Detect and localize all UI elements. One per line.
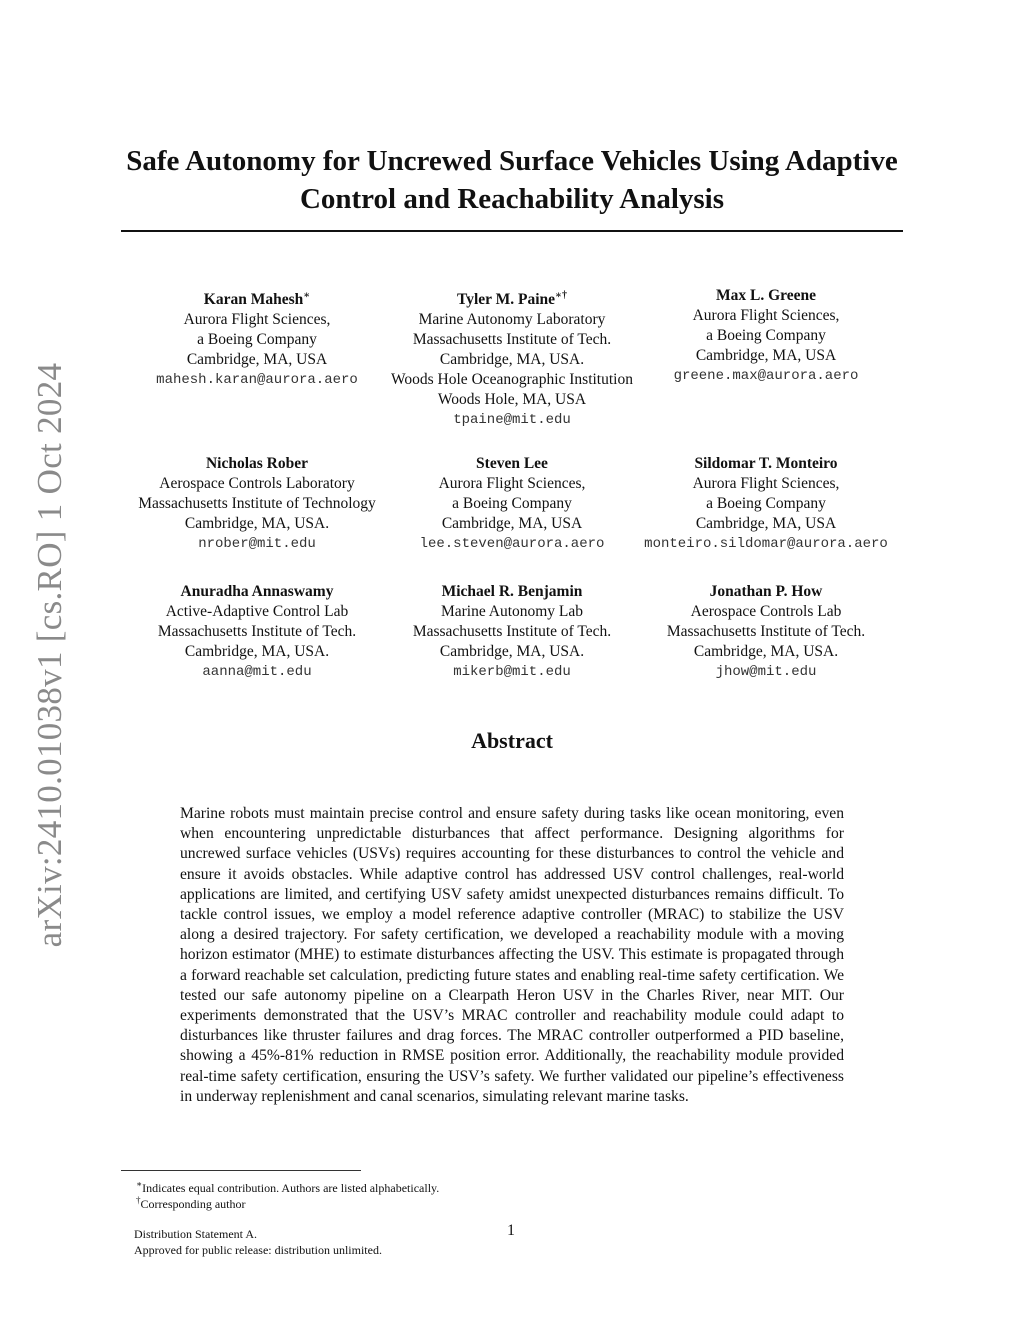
author-affiliation: a Boeing Company [706,495,826,512]
author-affiliation: Cambridge, MA, USA [441,515,583,532]
footnote-corresponding-author: †Corresponding author [136,1195,246,1211]
author-email[interactable]: jhow@mit.edu [715,664,817,680]
author-block [616,454,916,554]
author-email[interactable]: aanna@mit.edu [202,664,312,680]
author-name: Karan Mahesh∗ [203,290,311,309]
abstract-heading: Abstract [471,728,553,753]
author-name: Anuradha Annaswamy [180,583,334,600]
arxiv-sidebar [20,362,80,948]
title-line-2: Control and Reachability Analysis [299,183,725,215]
author-affiliation: Woods Hole, MA, USA [437,391,587,409]
footnote-rule [121,1170,361,1171]
author-name: Max L. Greene [715,287,816,304]
author-email[interactable]: monteiro.sildomar@aurora.aero [644,536,888,552]
author-email[interactable]: mikerb@mit.edu [453,664,571,680]
author-affiliation: Cambridge, MA, USA [186,351,328,369]
author-email[interactable]: lee.steven@aurora.aero [419,536,605,552]
author-affiliation: Cambridge, MA, USA. [184,643,330,660]
author-affiliation: a Boeing Company [706,327,826,344]
author-email[interactable]: tpaine@mit.edu [453,412,571,429]
author-email[interactable]: nrober@mit.edu [198,536,316,552]
author-affiliation: Massachusetts Institute of Tech. [157,623,357,640]
author-affiliation: Active-Adaptive Control Lab [165,603,349,620]
author-affiliation: Massachusetts Institute of Tech. [412,623,612,640]
abstract-text: Marine robots must maintain precise control and ensure safety during tasks like ocean monitoring, even when encountering unpredictable disturbances that affect performance. Designing algorithms for uncrewed surface vehicles (USVs) requires accounting for these disturbances to control the vehicle and ensure it avoids obstacles. While adaptive control has addressed USV control challenges, real-world applications are limited, and certifying USV safety amidst unexpected disturbances remains difficult. To tackle control issues, we employ a model reference adaptive controller (MRAC) to stabilize the USV along a desired trajectory. For safety certification, we developed a reachability module with a moving horizon estimator (MHE) to estimate disturbances affecting the USV. This estimate is propagated through a forward reachable set calculation, predicting future states and enabling real-time safety certification. We tested our safe autonomy pipeline on a Clearpath Heron USV in the Charles River, near MIT. Our experiments demonstrated that the USV’s MRAC controller and reachability module could adapt to disturbances like thruster failures and drag forces. The MRAC controller outperformed a PID baseline, showing a 45%-81% reduction in RMSE position error. Additionally, the reachability module provided real-time safety certification, ensuring the USV’s safety. We further validated our pipeline’s effectiveness in underway replenishment and canal scenarios, simulating relevant marine tasks. [180,805,844,1105]
author-affiliation: Cambridge, MA, USA. [184,515,330,532]
author-affiliation: Woods Hole Oceanographic Institution [391,371,633,389]
author-affiliation: Cambridge, MA, USA. [439,351,585,369]
author-block [616,286,916,386]
arxiv-identifier: arXiv:2410.01038v1 [cs.RO] 1 Oct 2024 [30,362,69,948]
distribution-statement [134,1226,382,1258]
author-affiliation: Cambridge, MA, USA [695,515,837,532]
title-line-1: Safe Autonomy for Uncrewed Surface Vehicles Using Adaptive [126,145,898,177]
author-name: Sildomar T. Monteiro [694,455,838,472]
author-name: Steven Lee [476,455,548,472]
author-affiliation: Marine Autonomy Lab [440,603,584,620]
author-affiliation: Massachusetts Institute of Tech. [412,331,612,349]
author-affiliation: Cambridge, MA, USA. [693,643,839,660]
author-affiliation: a Boeing Company [197,331,317,349]
author-affiliation: Aerospace Controls Lab [690,603,842,620]
author-affiliation: Cambridge, MA, USA [695,347,837,364]
author-block [616,582,916,682]
author-affiliation: Marine Autonomy Laboratory [418,311,606,329]
author-affiliation: Cambridge, MA, USA. [439,643,585,660]
author-email[interactable]: greene.max@aurora.aero [673,368,859,384]
author-affiliation: Aurora Flight Sciences, [438,475,586,492]
author-affiliation: Aurora Flight Sciences, [692,307,840,324]
author-affiliation: Aurora Flight Sciences, [692,475,840,492]
distribution-line-1: Distribution Statement A. [134,1227,257,1241]
author-affiliation: Massachusetts Institute of Technology [138,495,376,512]
author-affiliation: Aurora Flight Sciences, [183,311,331,329]
author-affiliation: Aerospace Controls Laboratory [159,475,355,492]
title-rule [121,230,903,232]
author-affiliation: Massachusetts Institute of Tech. [666,623,866,640]
distribution-line-2: Approved for public release: distribution unlimited. [134,1243,382,1257]
page-number: 1 [507,1222,515,1239]
author-name: Nicholas Rober [205,455,309,472]
footnote-equal-contribution: ∗Indicates equal contribution. Authors are listed alphabetically. [136,1179,440,1195]
author-name: Tyler M. Paine∗† [457,290,567,309]
author-email[interactable]: mahesh.karan@aurora.aero [156,372,358,389]
paper-title [100,142,924,218]
author-name: Michael R. Benjamin [441,583,583,600]
author-affiliation: a Boeing Company [452,495,572,512]
author-name: Jonathan P. How [709,583,823,600]
